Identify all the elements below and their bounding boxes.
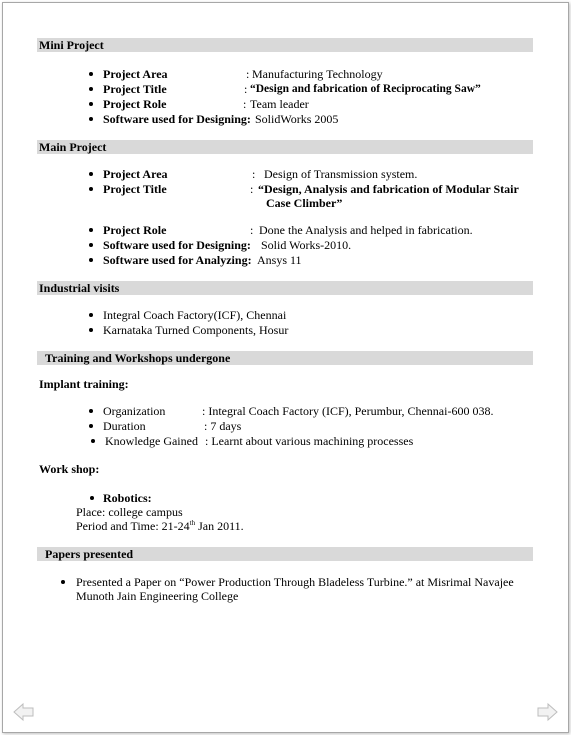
mini-title-sep: :: [244, 82, 248, 96]
main-title-value-cont: Case Climber”: [266, 196, 343, 210]
bullet: [91, 439, 95, 443]
section-title: Training and Workshops undergone: [45, 351, 231, 365]
implant-org-value: : Integral Coach Factory (ICF), Perumbur, Chennai-600 038.: [202, 404, 494, 418]
bullet: [89, 117, 93, 121]
main-role-value: Done the Analysis and helped in fabrication.: [259, 223, 473, 237]
main-software-analyze-value: Ansys 11: [257, 253, 302, 267]
main-area-label: Project Area: [103, 167, 168, 181]
mini-area-value: Manufacturing Technology: [252, 67, 383, 81]
mini-area-label: Project Area: [103, 67, 168, 81]
section-header-main-project: [37, 140, 533, 154]
section-header-industrial-visits: [37, 281, 533, 295]
section-title: Main Project: [39, 140, 107, 154]
mini-software-label: Software used for Designing:: [103, 112, 251, 126]
arrow-right-icon[interactable]: [536, 702, 558, 722]
workshop-period-sup: th: [189, 519, 196, 527]
main-role-label: Project Role: [103, 223, 167, 237]
main-title-label: Project Title: [103, 182, 167, 196]
section-title: Industrial visits: [39, 281, 120, 295]
bullet: [89, 172, 93, 176]
implant-duration-value: : 7 days: [204, 419, 242, 433]
mini-software-value: SolidWorks 2005: [255, 112, 339, 126]
implant-org-label: Organization: [103, 404, 166, 418]
bullet: [89, 424, 93, 428]
implant-training-heading: Implant training:: [39, 377, 129, 391]
bullet: [89, 87, 93, 91]
main-title-value: “Design, Analysis and fabrication of Modular Stair: [258, 182, 519, 196]
bullet: [89, 258, 93, 262]
paper-line-1: Presented a Paper on “Power Production Through Bladeless Turbine.” at Misrimal Navajee: [76, 575, 514, 589]
mini-title-value: “Design and fabrication of Reciprocating Saw”: [250, 83, 481, 95]
bullet: [89, 243, 93, 247]
main-area-value: Design of Transmission system.: [264, 167, 418, 181]
bullet: [89, 328, 93, 332]
workshop-period: [76, 519, 244, 533]
bullet: [89, 187, 93, 191]
workshop-title: Robotics:: [103, 491, 152, 505]
main-role-sep: :: [250, 223, 254, 237]
section-header-papers: [37, 547, 533, 561]
mini-title-label: Project Title: [103, 82, 167, 96]
section-title: Papers presented: [45, 547, 134, 561]
mini-role-sep: :: [243, 97, 247, 111]
main-title-sep: :: [250, 182, 254, 196]
workshop-place: Place: college campus: [76, 505, 183, 519]
mini-role-value: Team leader: [250, 97, 309, 111]
section-title: Mini Project: [39, 38, 104, 52]
main-software-design-label: Software used for Designing:: [103, 238, 251, 252]
workshop-period-prefix: Period and Time: 21-24: [76, 519, 190, 533]
bullet: [61, 580, 65, 584]
mini-role-label: Project Role: [103, 97, 167, 111]
workshop-heading: Work shop:: [39, 462, 100, 476]
arrow-left-icon[interactable]: [13, 702, 35, 722]
section-header-training: [37, 351, 533, 365]
mini-area-sep: :: [246, 67, 250, 81]
bullet: [89, 228, 93, 232]
bullet: [90, 496, 94, 500]
implant-knowledge-label: Knowledge Gained: [105, 434, 198, 448]
bullet: [89, 102, 93, 106]
bullet: [89, 409, 93, 413]
visit-item: Integral Coach Factory(ICF), Chennai: [103, 308, 287, 322]
workshop-period-suffix: Jan 2011.: [195, 519, 244, 533]
visit-item: Karnataka Turned Components, Hosur: [103, 323, 289, 337]
bullet: [89, 72, 93, 76]
section-header-mini-project: [37, 38, 533, 52]
main-area-sep: :: [252, 167, 256, 181]
bullet: [89, 313, 93, 317]
paper-line-2: Munoth Jain Engineering College: [76, 589, 239, 603]
implant-knowledge-value: : Learnt about various machining processes: [205, 434, 414, 448]
implant-duration-label: Duration: [103, 419, 146, 433]
main-software-analyze-label: Software used for Analyzing:: [103, 253, 252, 267]
main-software-design-value: Solid Works-2010.: [261, 238, 352, 252]
